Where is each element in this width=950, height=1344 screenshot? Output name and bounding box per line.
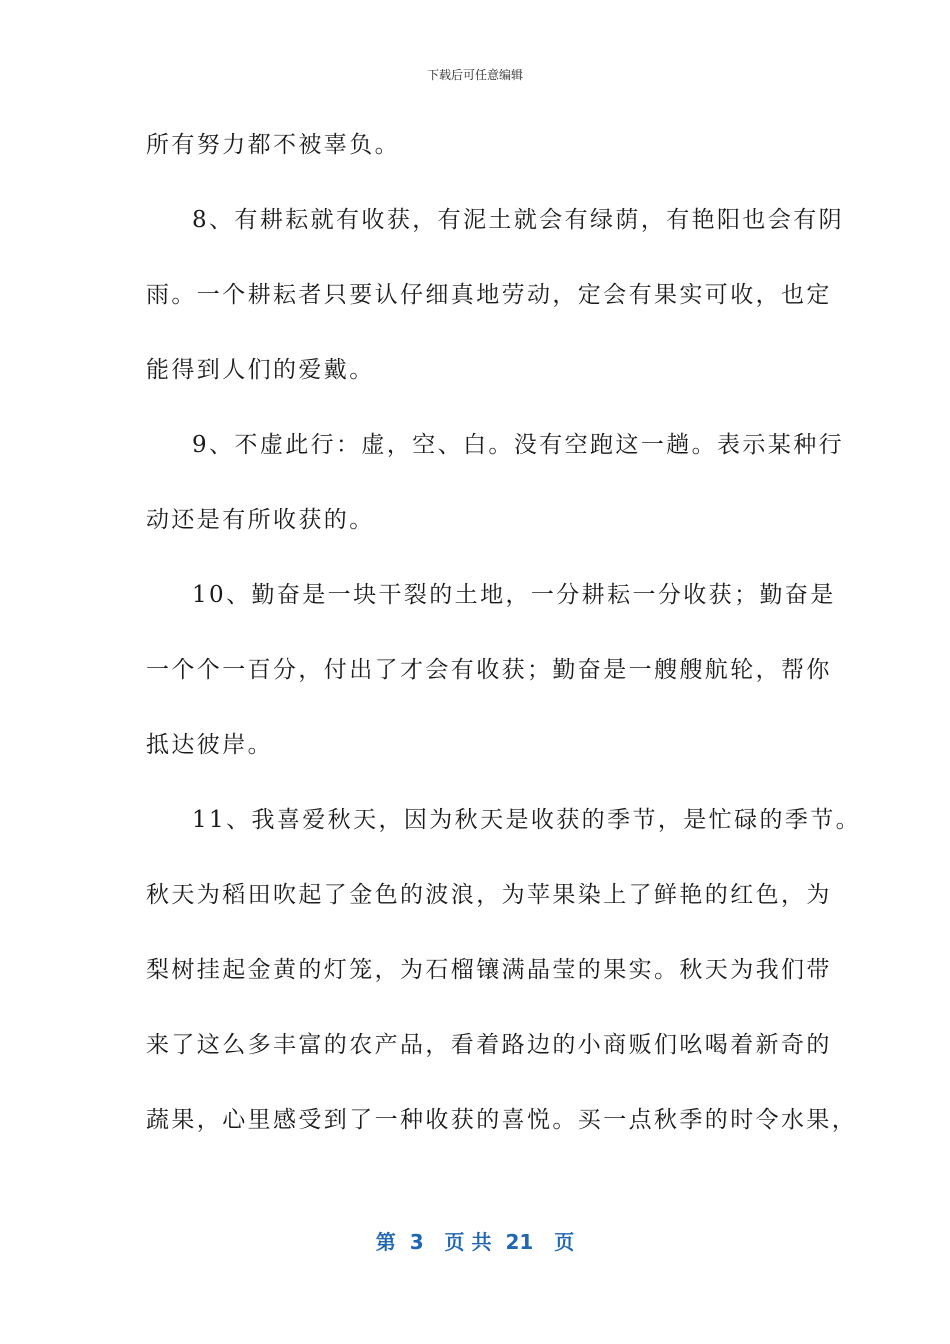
text-line: 能得到人们的爱戴。 <box>146 357 375 383</box>
footer-suffix: 页 <box>554 1230 575 1254</box>
text-line: 8、有耕耘就有收获，有泥土就会有绿荫，有艳阳也会有阴 <box>192 207 845 233</box>
footer-total-pages: 21 <box>505 1230 534 1254</box>
text-line: 11、我喜爱秋天，因为秋天是收获的季节，是忙碌的季节。 <box>192 807 862 833</box>
page-footer <box>0 1226 950 1255</box>
text-line: 9、不虚此行：虚，空、白。没有空跑这一趟。表示某种行 <box>192 432 845 458</box>
text-line: 雨。一个耕耘者只要认仔细真地劳动，定会有果实可收，也定 <box>146 282 832 308</box>
text-line: 10、勤奋是一块干裂的土地，一分耕耘一分收获；勤奋是 <box>192 582 836 608</box>
text-line: 蔬果，心里感受到了一种收获的喜悦。买一点秋季的时令水果， <box>146 1107 858 1133</box>
text-line: 来了这么多丰富的农产品，看着路边的小商贩们吆喝着新奇的 <box>146 1032 832 1058</box>
footer-prefix: 第 <box>375 1230 396 1254</box>
text-line: 动还是有所收获的。 <box>146 507 375 533</box>
text-line: 抵达彼岸。 <box>146 732 273 758</box>
page-header: 下载后可任意编辑 <box>426 68 523 82</box>
text-line: 梨树挂起金黄的灯笼，为石榴镶满晶莹的果实。秋天为我们带 <box>146 957 832 983</box>
body-text <box>146 125 862 1175</box>
text-line: 所有努力都不被辜负。 <box>146 132 400 158</box>
text-line: 一个个一百分，付出了才会有收获；勤奋是一艘艘航轮，帮你 <box>146 657 832 683</box>
footer-middle: 页 共 <box>444 1230 492 1254</box>
text-line: 秋天为稻田吹起了金色的波浪，为苹果染上了鲜艳的红色，为 <box>146 882 832 908</box>
footer-current-page: 3 <box>409 1230 424 1254</box>
